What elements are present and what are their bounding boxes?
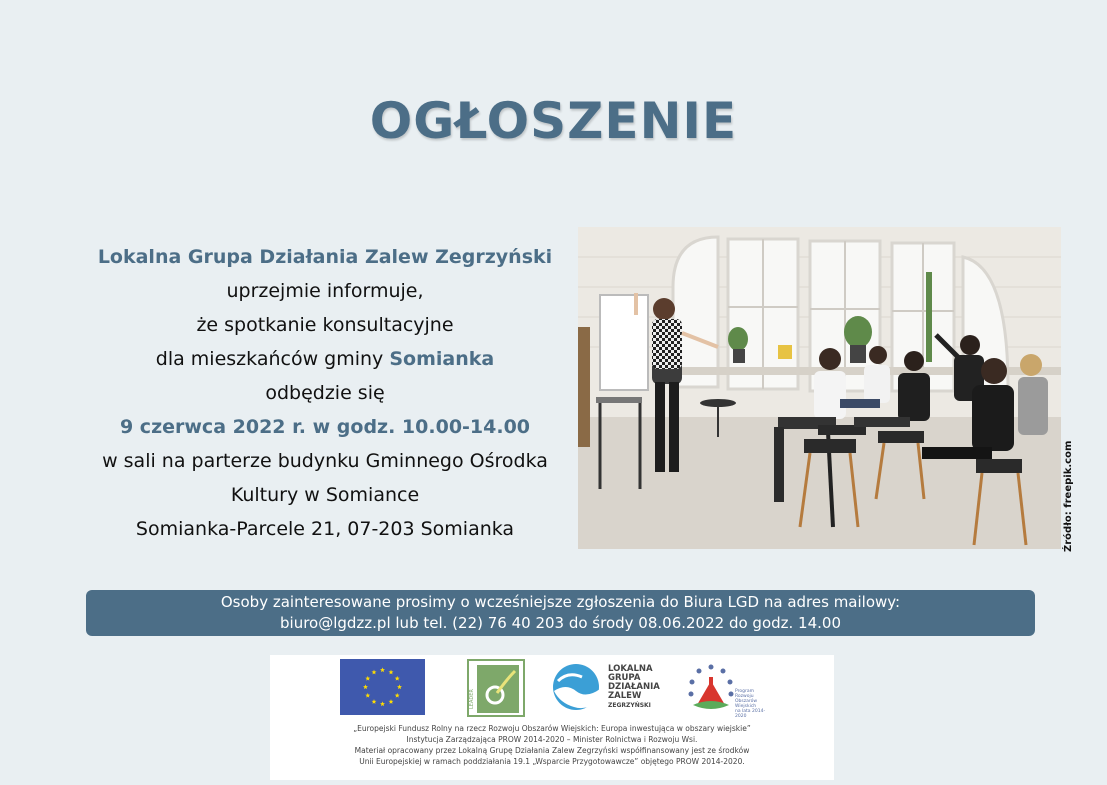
announcement-line-prefix: dla mieszkańców gminy: [155, 348, 390, 370]
lgd-wave-icon: [552, 661, 604, 713]
banner-line: Osoby zainteresowane prosimy o wcześniejsze zgłoszenia do Biura LGD na adres mailowy:: [220, 593, 901, 611]
meeting-address: Somianka-Parcele 21, 07-203 Somianka: [135, 518, 515, 540]
lgd-logo-text: LOKALNA GRUPA DZIAŁANIA ZALEW ZEGRZYŃSKI: [608, 664, 660, 709]
announcement-line: odbędzie się: [265, 382, 385, 404]
footnote-line: Instytucja Zarządzająca PROW 2014-2020 – Minister Rolnictwa i Rozwoju Wsi.: [406, 735, 698, 744]
photo-credit: Źródło: freepik.com: [1063, 440, 1074, 552]
prow-logo: [683, 661, 775, 719]
banner-contact-line: biuro@lgdzz.pl lub tel. (22) 76 40 203 do środy 08.06.2022 do godz. 14.00: [280, 614, 841, 632]
announcement-line-municipality: [80, 342, 570, 376]
footnote-line: Unii Europejskiej w ramach poddziałania 19.1 „Wsparcie Przygotowawcze” objętego PROW 2014-2020.: [359, 757, 745, 766]
announcement-line: Kultury w Somiance: [230, 484, 420, 506]
announcement-line: że spotkanie konsultacyjne: [196, 314, 454, 336]
eu-flag-icon: [340, 659, 425, 715]
funding-footnote: [270, 723, 834, 767]
meeting-photo: [578, 227, 1061, 549]
leader-text: LEADER: [469, 689, 475, 709]
leader-logo-icon: [467, 659, 525, 717]
funding-logos-panel: [270, 655, 834, 780]
prow-emblem-icon: [683, 661, 739, 717]
meeting-date-time: 9 czerwca 2022 r. w godz. 10.00-14.00: [119, 416, 531, 438]
prow-logo-text: Program Rozwoju Obszarów Wiejskich na lata 2014-2020: [735, 689, 766, 719]
footnote-line: „Europejski Fundusz Rolny na rzecz Rozwoju Obszarów Wiejskich: Europa inwestująca w obszary wiejskie”: [353, 724, 751, 733]
municipality-name: Somianka: [389, 348, 495, 370]
lgd-logo: [552, 661, 664, 713]
footnote-line: Materiał opracowany przez Lokalną Grupę Działania Zalew Zegrzyński współfinansowany jest ze środków: [354, 746, 750, 755]
announcement-line: w sali na parterze budynku Gminnego Ośrodka: [102, 450, 548, 472]
organization-name: Lokalna Grupa Działania Zalew Zegrzyński: [97, 246, 553, 268]
announcement-line: uprzejmie informuje,: [226, 280, 424, 302]
registration-banner: [86, 590, 1035, 636]
announcement-text: [80, 240, 570, 546]
announcement-title: OGŁOSZENIE: [369, 92, 738, 150]
